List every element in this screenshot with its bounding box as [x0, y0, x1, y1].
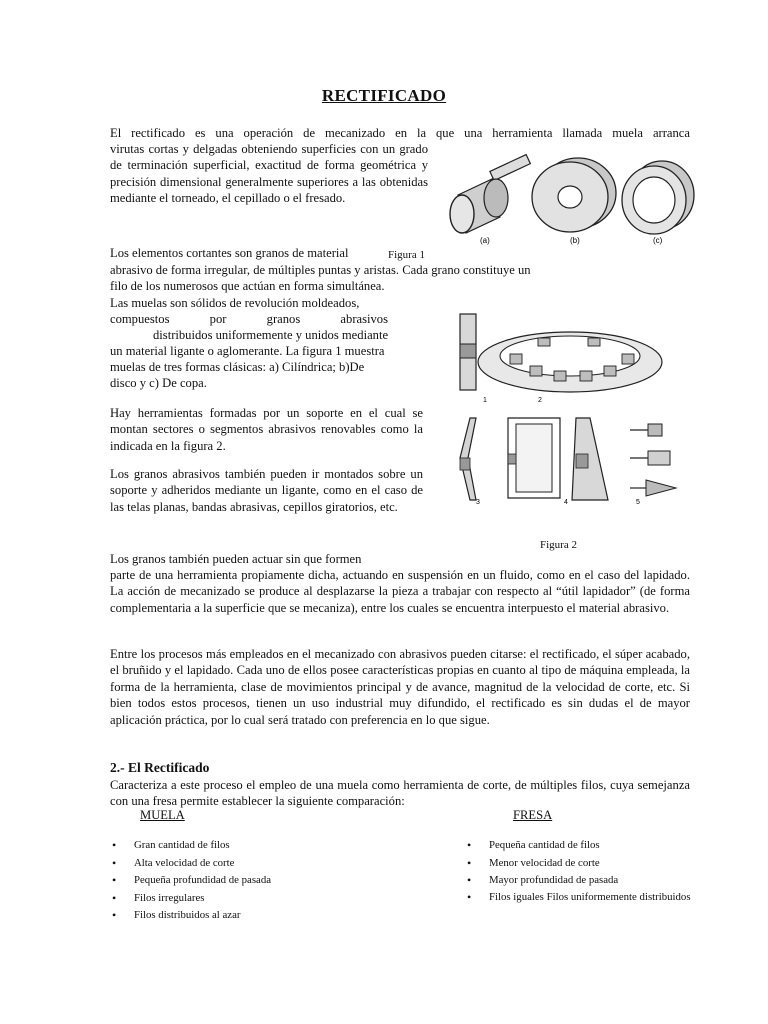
list-item: • Menor velocidad de corte	[465, 855, 715, 873]
list-item: • Alta velocidad de corte	[110, 855, 370, 873]
list-item: • Filos distribuidos al azar	[110, 907, 370, 925]
figure-1-label-a: (a)	[480, 236, 490, 245]
figure-2-number-4: 4	[564, 499, 568, 506]
figure-2-number-5: 5	[636, 499, 640, 506]
page-title: RECTIFICADO	[321, 86, 447, 105]
figure-2-number-2: 2	[538, 397, 542, 404]
list-item: • Gran cantidad de filos	[110, 837, 370, 855]
intro-first-line: El rectificado es una operación de mecanizado en la que una herramienta llamada muela arranca	[110, 126, 690, 140]
mounted-grains-paragraph: Los granos abrasivos también pueden ir montados sobre un soporte y adheridos mediante un ligante, como en el caso de las telas planas, bandas abrasivas, cepillos giratorios, etc.	[110, 467, 423, 514]
figure-1-label-b: (b)	[570, 236, 580, 245]
list-item: • Filos irregulares	[110, 890, 370, 908]
figure-1-label-c: (c)	[653, 236, 663, 245]
figure-2-number-1: 1	[483, 397, 487, 404]
intro-paragraph: virutas cortas y delgadas obteniendo superficies con un grado de terminación superficial, exactitud de forma geométrica y precisión dimensional generalmente superiores a las obtenidas mediante el torneado, el cepillado o el fresado.	[110, 142, 428, 206]
tool-5-cup-drawing	[572, 418, 608, 500]
wheels-paragraph-line2: compuestos por granos abrasivos	[110, 312, 388, 326]
section-intro: Caracteriza a este proceso el empleo de una muela como herramienta de corte, de múltiples filos, cuya semejanza con una fresa permite establecer la siguiente comparación:	[110, 778, 690, 809]
section-heading: 2.- El Rectificado	[110, 760, 210, 775]
muela-list	[110, 837, 370, 925]
figure-1-grinding-wheels	[440, 145, 700, 255]
tool-3-drawing	[460, 418, 476, 500]
disc-wheel-drawing	[532, 158, 616, 232]
muela-column-header: MUELA	[140, 808, 185, 822]
processes-paragraph: Entre los procesos más empleados en el mecanizado con abrasivos pueden citarse: el rectificado, el súper acabado, el bruñido y el lapidado. Cada uno de ellos posee características propias en cuanto al tipo de máquina empleada, la forma de la herramienta, clase de movimientos principal y de avance, magnitud de la velocidad de corte, etc. Si bien todos estos procesos, tienen un uso industrial muy difundido, el rectificado es sin dudas el de mayor aplicación práctica, por lo cual será tratado con preferencia en lo que sigue.	[110, 647, 690, 727]
wheels-paragraph-line3: distribuidos uniformemente y unidos mediante	[153, 328, 389, 342]
elements-paragraph-line2: abrasivo de forma irregular, de múltiples puntas y aristas. Cada grano constituye un	[110, 263, 531, 277]
lapping-paragraph-line1: Los granos también pueden actuar sin que formen	[110, 552, 362, 566]
list-item: • Filos iguales Filos uniformemente distribuidos	[465, 890, 715, 905]
tool-2-segmented-wheel-drawing	[478, 332, 662, 392]
segments-paragraph: Hay herramientas formadas por un soporte en el cual se montan sectores o segmentos abrasivos renovables como la indicada en la figura 2.	[110, 406, 423, 453]
list-item: • Mayor profundidad de pasada	[465, 872, 715, 890]
figure-2-abrasive-tools	[448, 308, 688, 523]
wheels-paragraph-line1: Las muelas son sólidos de revolución moldeados,	[110, 296, 360, 310]
wheels-paragraph-line4: un material ligante o aglomerante. La figura 1 muestra	[110, 344, 385, 358]
mounted-points-drawing	[630, 424, 676, 496]
tool-4-drawing	[508, 418, 560, 498]
wheels-paragraph-line5: muelas de tres formas clásicas: a) Cilíndrica; b)De	[110, 360, 365, 374]
figure-2-caption: Figura 2	[540, 539, 577, 551]
fresa-list	[465, 837, 715, 905]
figure-1-caption: Figura 1	[388, 249, 425, 261]
elements-paragraph-line3: filo de los numerosos que actúan en forma simultánea.	[110, 279, 385, 293]
tool-1-drawing	[460, 314, 476, 390]
cup-wheel-drawing	[622, 161, 694, 234]
lapping-paragraph: parte de una herramienta propiamente dicha, actuando en suspensión en un fluido, como en el caso del lapidado. La acción de mecanizado se produce al desplazarse la pieza a trabajar con respecto al “útil lapidador” (de forma complementaria a la superficie que se mecaniza), entre los cuales se encuentra interpuesto el material abrasivo.	[110, 568, 690, 615]
wheels-paragraph-line6: disco y c) De copa.	[110, 376, 207, 390]
figure-2-number-3: 3	[476, 499, 480, 506]
elements-paragraph-line1: Los elementos cortantes son granos de material	[110, 246, 349, 260]
list-item: • Pequeña cantidad de filos	[465, 837, 715, 855]
fresa-column-header: FRESA	[513, 808, 553, 822]
cylindrical-wheel-drawing	[450, 155, 530, 233]
list-item: • Pequeña profundidad de pasada	[110, 872, 370, 890]
